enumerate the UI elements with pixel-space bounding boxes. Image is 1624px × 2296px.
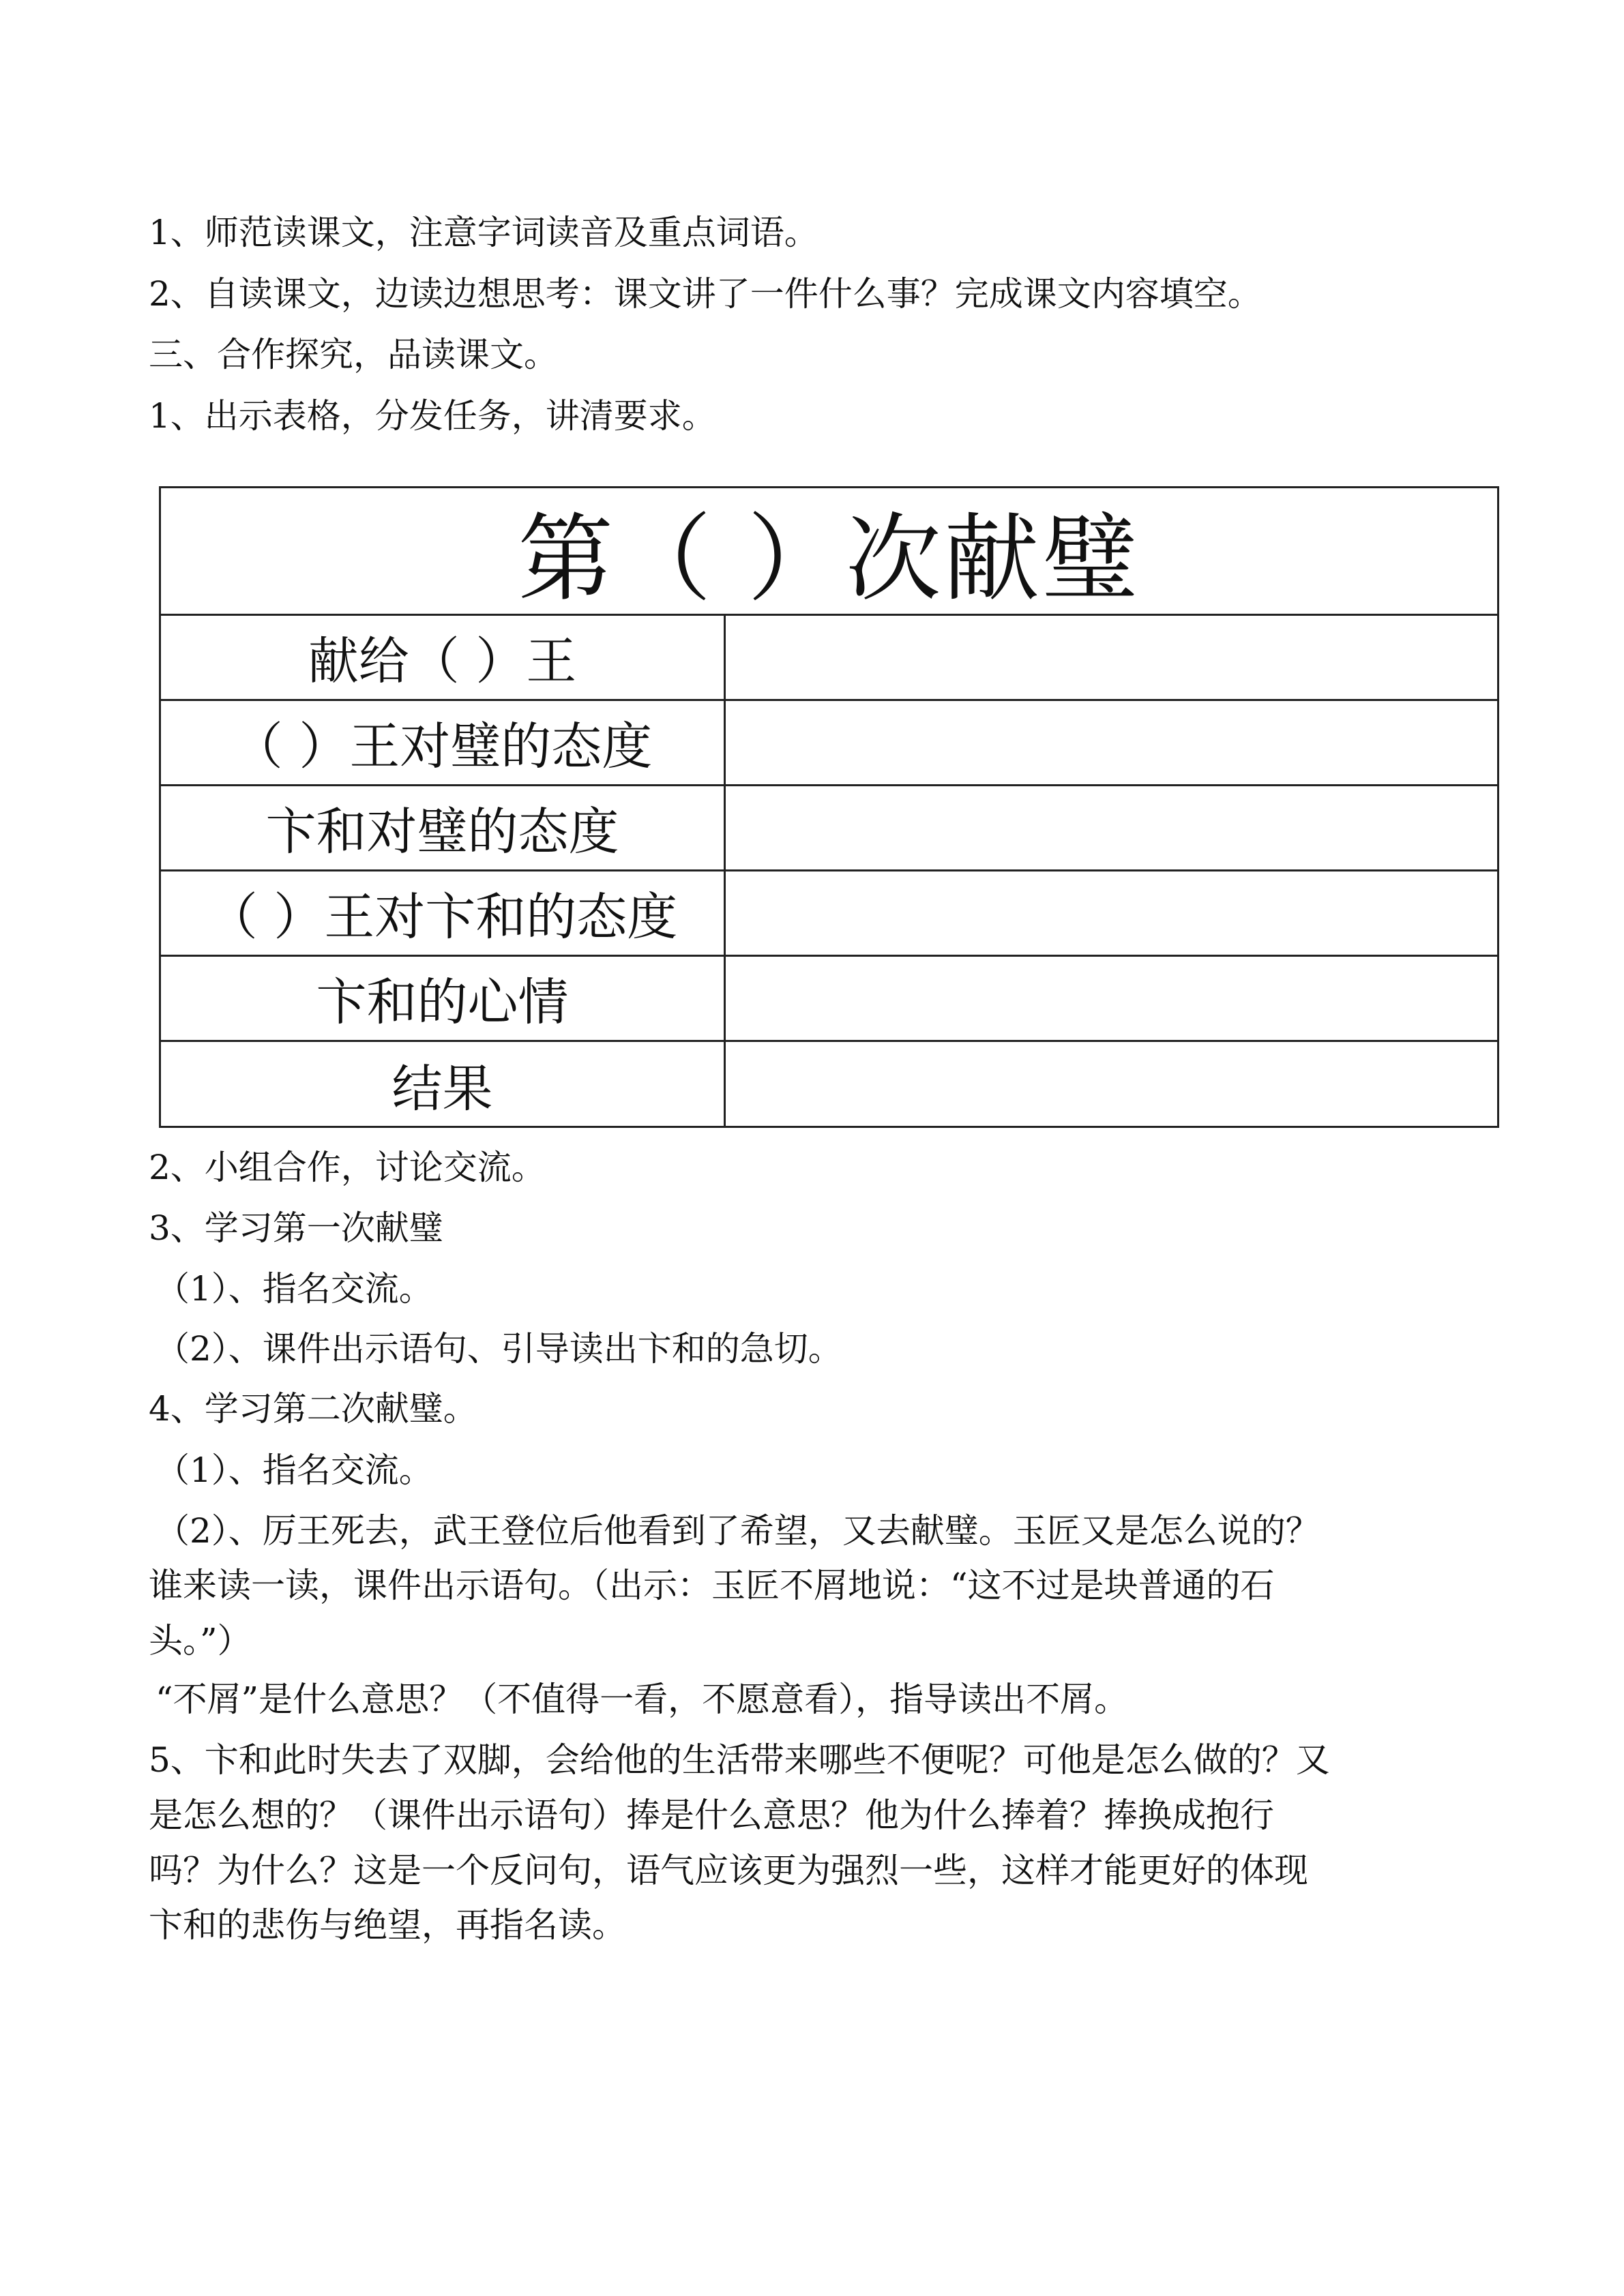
body-line-6: （1）、指名交流。 — [156, 1450, 433, 1490]
body-line-13: 吗？为什么？这是一个反问句，语气应该更为强烈一些，这样才能更好的体现 — [149, 1851, 1308, 1890]
row-label: （ ）王对卞和的态度 — [161, 871, 726, 955]
table-row — [161, 957, 1497, 1042]
intro-line-1: 1、师范读课文，注意字词读音及重点词语。 — [149, 213, 818, 252]
row-value-cell[interactable] — [726, 616, 1497, 699]
table-title: 第（ ）次献璧 — [161, 488, 1497, 616]
body-line-11: 5、卞和此时失去了双脚，会给他的生活带来哪些不便呢？可他是怎么做的？又 — [149, 1740, 1330, 1780]
row-value-cell[interactable] — [726, 957, 1497, 1040]
body-line-7: （2）、厉王死去，武王登位后他看到了希望，又去献璧。玉匠又是怎么说的？ — [156, 1511, 1320, 1551]
row-label: 结果 — [161, 1042, 726, 1127]
row-label: 卞和的心情 — [161, 957, 726, 1040]
row-label: 卞和对璧的态度 — [161, 786, 726, 869]
body-line-8: 谁来读一读，课件出示语句。（出示：玉匠不屑地说：“这不过是块普通的石 — [149, 1566, 1275, 1605]
table-row — [161, 786, 1497, 871]
task-table — [159, 486, 1499, 1128]
body-line-5: 4、学习第二次献璧。 — [149, 1389, 477, 1429]
row-value-cell[interactable] — [726, 871, 1497, 955]
table-row — [161, 871, 1497, 957]
body-line-4: （2）、课件出示语句、引导读出卞和的急切。 — [156, 1329, 842, 1369]
row-label: 献给（ ）王 — [161, 616, 726, 699]
body-line-2: 3、学习第一次献璧 — [149, 1208, 443, 1248]
intro-line-2: 2、自读课文，边读边想思考：课文讲了一件什么事？完成课文内容填空。 — [149, 274, 1262, 314]
body-line-12: 是怎么想的？（课件出示语句）捧是什么意思？他为什么捧着？捧换成抱行 — [149, 1795, 1274, 1835]
intro-line-4: 1、出示表格，分发任务，讲清要求。 — [149, 396, 716, 436]
table-row — [161, 1042, 1497, 1127]
row-value-cell[interactable] — [726, 701, 1497, 784]
body-line-9: 头。”） — [149, 1621, 252, 1660]
section-heading-3: 三、合作探究，品读课文。 — [149, 335, 558, 374]
body-line-3: （1）、指名交流。 — [156, 1269, 433, 1309]
row-label: （ ）王对璧的态度 — [161, 701, 726, 784]
row-value-cell[interactable] — [726, 1042, 1497, 1127]
table-row — [161, 616, 1497, 701]
body-line-1: 2、小组合作，讨论交流。 — [149, 1148, 546, 1187]
body-line-10: “不屑”是什么意思？（不值得一看，不愿意看），指导读出不屑。 — [156, 1680, 1129, 1719]
row-value-cell[interactable] — [726, 786, 1497, 869]
table-row — [161, 701, 1497, 786]
body-line-14: 卞和的悲伤与绝望，再指名读。 — [149, 1905, 626, 1945]
